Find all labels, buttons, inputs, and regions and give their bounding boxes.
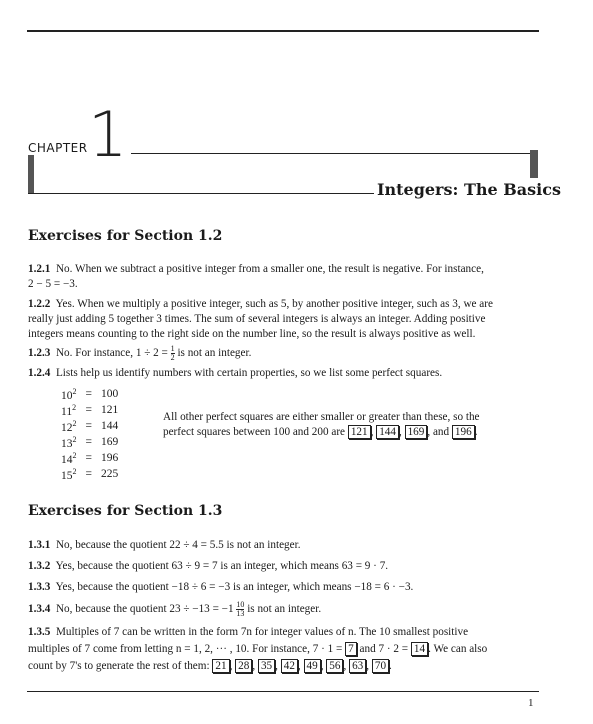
answer-box: 35 [258, 659, 275, 673]
exercise-text: Multiples of 7 can be written in the form 7n for integer values of n. The 10 smallest positive [55, 626, 469, 638]
note-text: perfect squares between 100 and 200 are [163, 426, 346, 438]
perfect-squares-note: All other perfect squares are either smaller or greater than these, so the perfect squares between 100 and 200 are 121 , 144 , 169 , and 196 . [163, 411, 480, 438]
square-value: 196 [101, 452, 119, 464]
section-heading-1-2: Exercises for Section 1.2 [28, 228, 223, 244]
multiples-list: 21 , 28 , 35 , 42 , 49 , 56 , 63 , 70 [212, 659, 389, 673]
exercise-text: Yes, because the quotient 63 ÷ 9 = 7 is an integer, which means 63 = 9 · 7. [55, 560, 389, 572]
chapter-number: 1 [88, 98, 128, 171]
exercise-1-2-4 [28, 366, 548, 381]
square-value: 144 [101, 420, 119, 432]
answer-box: 21 [212, 659, 229, 673]
note-text: All other perfect squares are either smaller or greater than these, so the [163, 411, 480, 423]
equals-sign: = [85, 452, 92, 464]
chapter-label: CHAPTER [28, 141, 88, 155]
equals-sign: = [85, 436, 92, 448]
square-row [58, 418, 121, 434]
perfect-squares-table [58, 386, 121, 482]
page-number: 1 [528, 697, 534, 709]
square-row [58, 466, 121, 482]
square-value: 225 [101, 468, 119, 480]
square-base: $13^2$ [61, 434, 77, 450]
exercise-text: is not an integer. [247, 603, 322, 616]
exercise-1-3-3 [28, 580, 548, 595]
answer-box: 56 [326, 659, 343, 673]
square-base: $11^2$ [61, 402, 77, 418]
square-value: 121 [101, 404, 119, 416]
exercise-number: 1.3.3 [28, 581, 51, 593]
exercise-text: and 7 · 2 = [359, 643, 409, 655]
answer-box: 14 [411, 642, 428, 656]
exercise-text: 2 − 5 = −3. [28, 278, 78, 290]
exercise-text: No, because the quotient 23 ÷ −13 = −1 [55, 603, 234, 616]
exercise-number: 1.3.1 [28, 539, 51, 551]
exercise-number: 1.2.1 [28, 263, 51, 275]
chapter-rule-upper [131, 153, 536, 154]
exercise-number: 1.2.4 [28, 367, 51, 379]
equals-sign: = [85, 388, 92, 400]
exercise-text: Yes. When we multiply a positive integer, such as 5, by another positive integer, such as 3, we are [55, 298, 493, 310]
exercise-text: is not an integer. [177, 347, 252, 360]
exercise-1-3-4 [28, 601, 548, 618]
chapter-rule-lower [28, 193, 374, 194]
answer-box: 63 [349, 659, 366, 673]
exercise-text: Lists help us identify numbers with certain properties, so we list some perfect squares. [55, 367, 443, 379]
chapter-bracket-right [530, 150, 538, 178]
section-heading-1-3: Exercises for Section 1.3 [28, 503, 223, 519]
chapter-title: Integers: The Basics [377, 180, 561, 199]
top-rule [27, 30, 539, 32]
exercise-text: integers means counting to the right side on the number line, so the result is always positive as well. [28, 328, 476, 340]
square-value: 169 [101, 436, 119, 448]
exercise-1-3-1 [28, 538, 548, 553]
answer-box: 121 [348, 425, 371, 439]
square-base: $15^2$ [61, 466, 77, 482]
square-row [58, 402, 121, 418]
square-base: $14^2$ [61, 450, 77, 466]
fraction: $\frac{1}{2}$ [170, 344, 175, 362]
equals-sign: = [85, 404, 92, 416]
equals-sign: = [85, 468, 92, 480]
equals-sign: = [85, 420, 92, 432]
answer-box: 169 [405, 425, 428, 439]
exercise-text: . We can also [428, 643, 488, 655]
fraction: $\frac{10}{13}$ [236, 600, 245, 618]
exercise-1-2-3 [28, 345, 548, 362]
answer-box: 49 [304, 659, 321, 673]
square-row [58, 386, 121, 402]
square-base: $12^2$ [61, 418, 77, 434]
square-base: $10^2$ [61, 386, 77, 402]
answer-box: 42 [281, 659, 298, 673]
exercise-number: 1.3.2 [28, 560, 51, 572]
answer-box: 196 [452, 425, 475, 439]
exercise-text: count by 7's to generate the rest of them: [28, 660, 210, 672]
answer-box: 144 [376, 425, 399, 439]
square-row [58, 450, 121, 466]
exercise-text: really just adding 5 together 3 times. The sum of several integers is always an integer. Adding positive [28, 313, 486, 325]
exercise-1-3-5: 1.3.5 Multiples of 7 can be written in the form 7n for integer values of n. The 10 smallest positive multiples of 7 come from letting n = 1, 2, ··· , 10. For instance, 7 · 1 = 7 and 7 · 2 = 14 . We can also count by 7's to generate the rest of them: 21 , 28 , 35 , 42 , 49 , 56 , 63 , 70 . [28, 626, 488, 672]
exercise-text: No. For instance, 1 ÷ 2 = [55, 347, 168, 360]
exercise-1-2-2 [28, 297, 548, 342]
bottom-rule [27, 691, 539, 692]
exercise-number: 1.2.2 [28, 298, 51, 310]
chapter-bracket-left [28, 155, 34, 194]
exercise-text: Yes, because the quotient −18 ÷ 6 = −3 is an integer, which means −18 = 6 · −3. [55, 581, 414, 593]
square-row [58, 434, 121, 450]
exercise-number: 1.3.4 [28, 603, 51, 616]
square-value: 100 [101, 388, 119, 400]
exercise-number: 1.3.5 [28, 626, 51, 638]
exercise-text: No. When we subtract a positive integer from a smaller one, the result is negative. For instance, [55, 263, 484, 275]
answer-box: 70 [372, 659, 389, 673]
answer-box: 28 [235, 659, 252, 673]
exercise-1-2-1 [28, 262, 548, 292]
exercise-number: 1.2.3 [28, 347, 51, 360]
exercise-text: multiples of 7 come from letting n = 1, 2, ··· , 10. For instance, 7 · 1 = [28, 643, 343, 655]
exercise-text: No, because the quotient 22 ÷ 4 = 5.5 is not an integer. [55, 539, 301, 551]
answer-box: 7 [345, 642, 357, 656]
exercise-1-3-2 [28, 559, 548, 574]
